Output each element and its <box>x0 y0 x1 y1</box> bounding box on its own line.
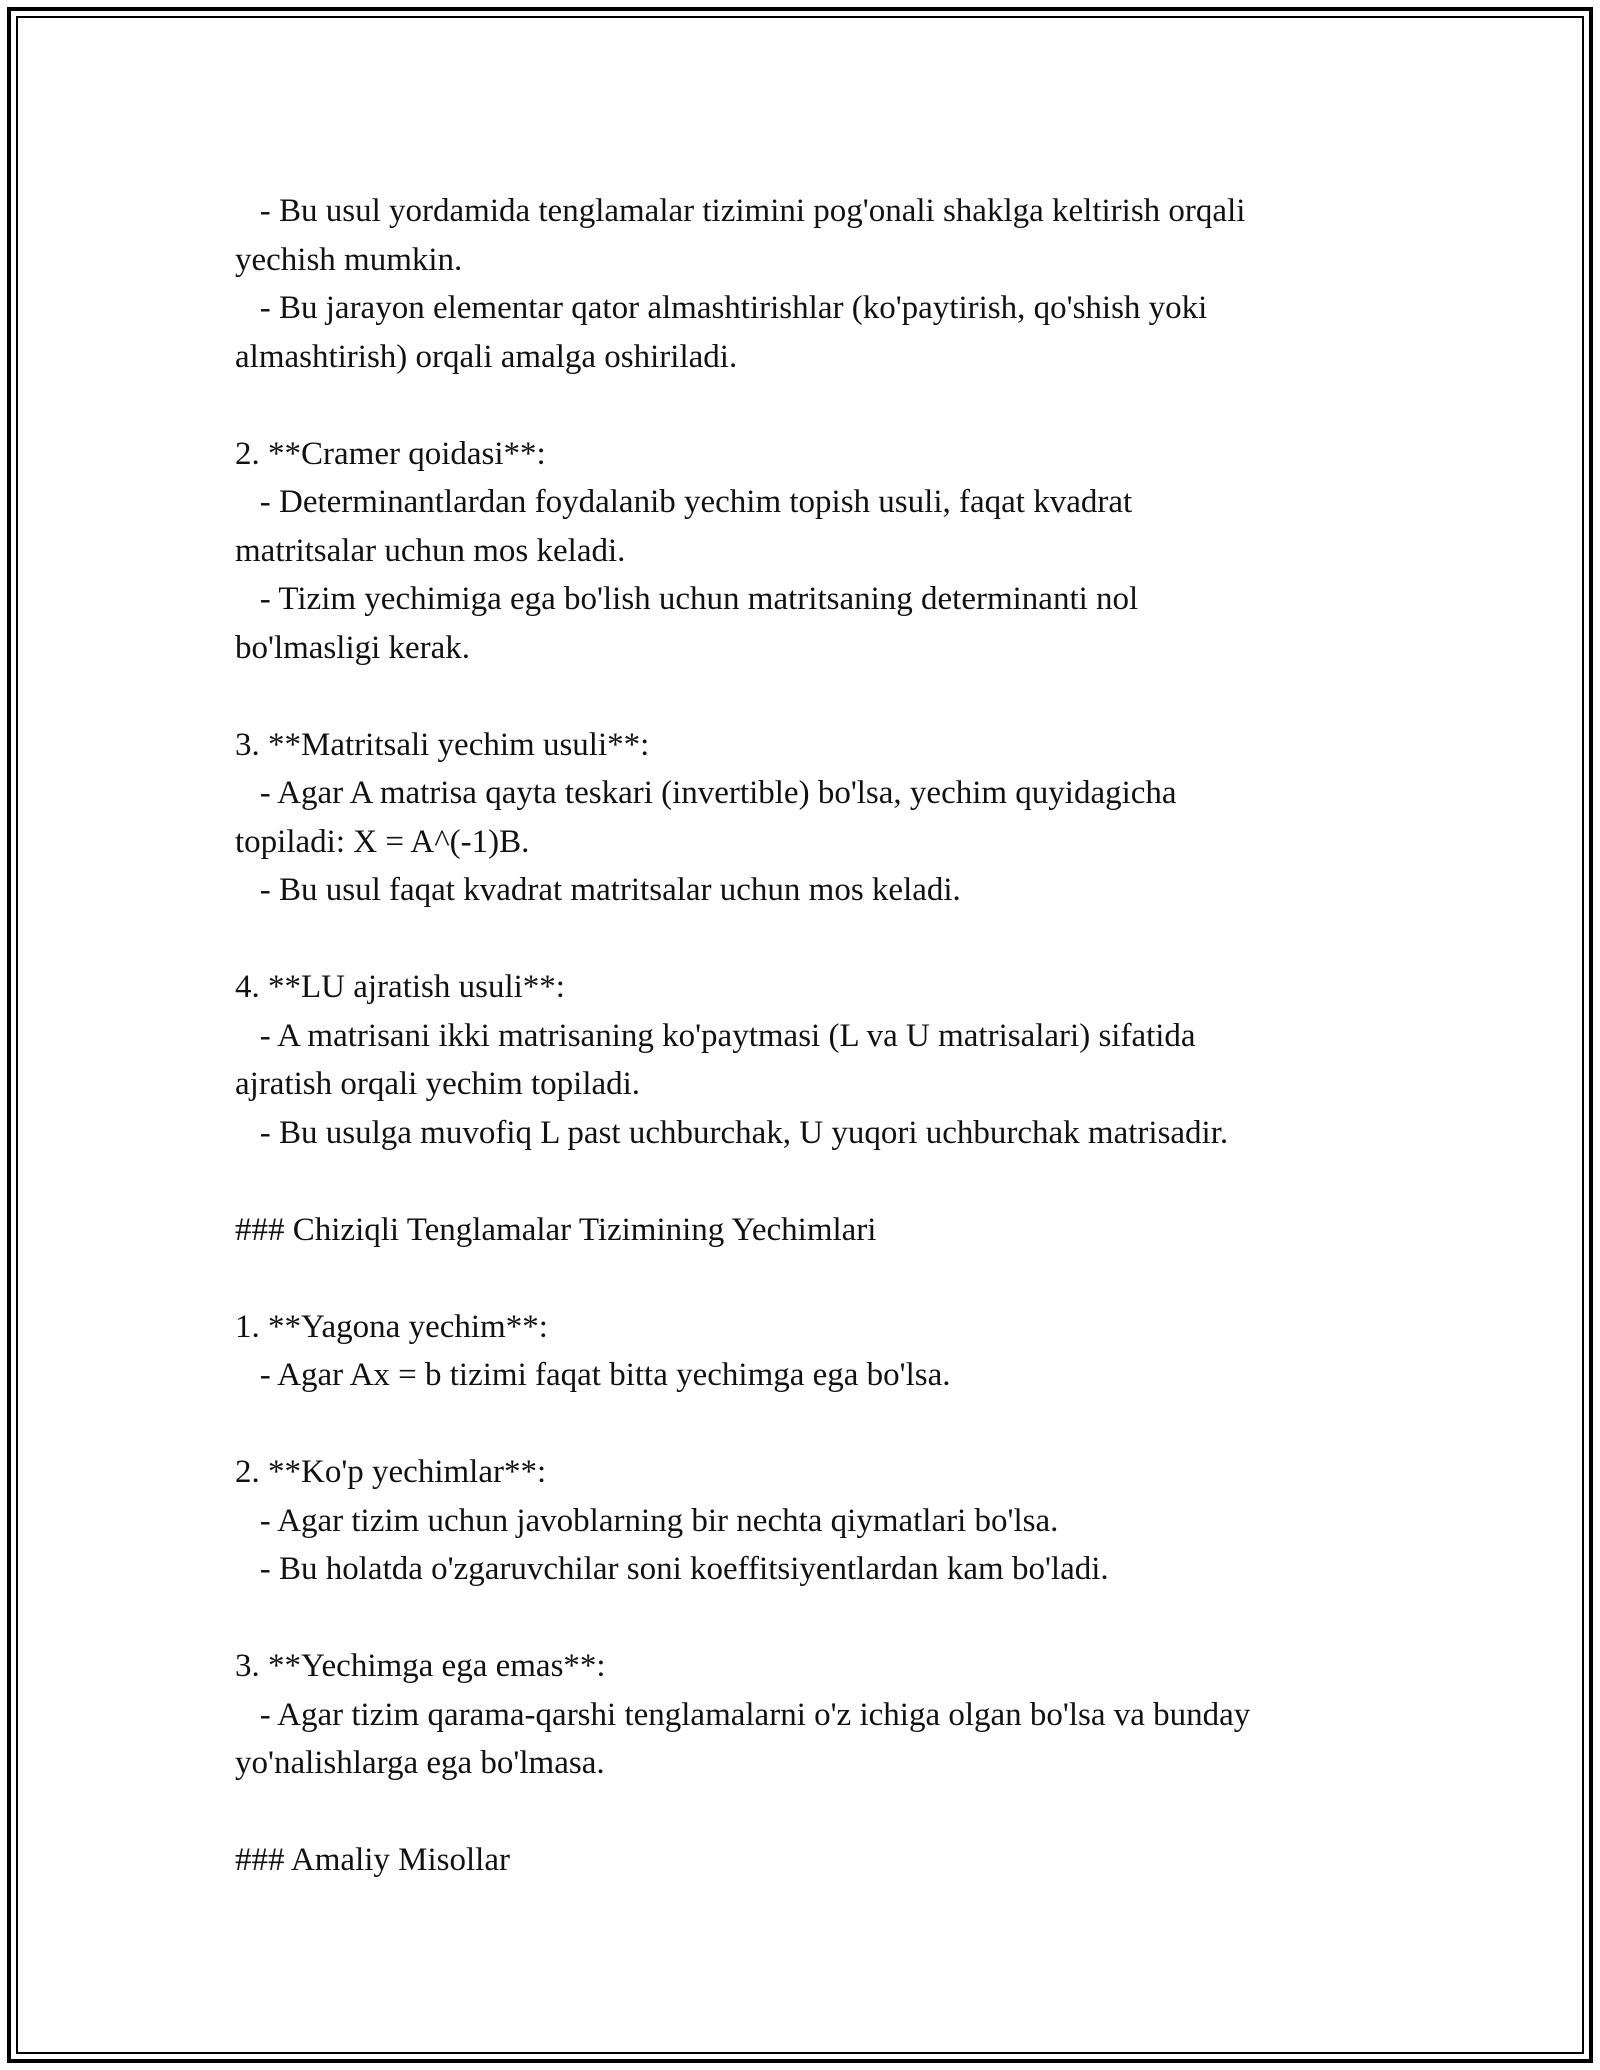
list-heading: 2. **Cramer qoidasi**: <box>235 435 546 472</box>
section-heading: ### Chiziqli Tenglamalar Tizimining Yechimlari <box>235 1211 877 1248</box>
blank-line <box>235 1254 1375 1303</box>
text-line: matritsalar uchun mos keladi. <box>235 532 626 569</box>
text-line: - Agar tizim qarama-qarshi tenglamalarni o'z ichiga olgan bo'lsa va bunday <box>235 1696 1251 1733</box>
blank-line <box>235 1594 1375 1643</box>
text-line: - Determinantlardan foydalanib yechim topish usuli, faqat kvadrat <box>235 484 1133 520</box>
list-heading: 4. **LU ajratish usuli**: <box>235 969 565 1005</box>
blank-line <box>235 1788 1375 1837</box>
text-line: yechish mumkin. <box>235 241 463 278</box>
list-heading: 3. **Matritsali yechim usuli**: <box>235 726 650 763</box>
text-line: - Tizim yechimiga ega bo'lish uchun matritsaning determinanti nol <box>235 581 1139 617</box>
document-body <box>235 187 1375 1885</box>
text-line: - Bu holatda o'zgaruvchilar soni koeffitsiyentlardan kam bo'ladi. <box>235 1551 1109 1587</box>
text-line: - Agar Ax = b tizimi faqat bitta yechimga ega bo'lsa. <box>235 1357 951 1393</box>
blank-line <box>235 1400 1375 1449</box>
text-line: bo'lmasligi kerak. <box>235 629 471 666</box>
text-line: - Agar tizim uchun javoblarning bir nechta qiymatlari bo'lsa. <box>235 1502 1059 1539</box>
blank-line <box>235 672 1375 721</box>
text-line: ajratish orqali yechim topiladi. <box>235 1066 641 1102</box>
text-line: - Bu usulga muvofiq L past uchburchak, U yuqori uchburchak matrisadir. <box>235 1114 1229 1151</box>
text-line: topiladi: X = A^(-1)B. <box>235 823 530 860</box>
text-line: yo'nalishlarga ega bo'lmasa. <box>235 1745 605 1781</box>
text-line: - Bu usul faqat kvadrat matritsalar uchun mos keladi. <box>235 872 961 908</box>
text-line: - Bu usul yordamida tenglamalar tizimini pog'onali shaklga keltirish orqali <box>235 193 1246 229</box>
blank-line <box>235 915 1375 964</box>
blank-line <box>235 1157 1375 1206</box>
list-heading: 1. **Yagona yechim**: <box>235 1308 548 1345</box>
text-line: - Agar A matrisa qayta teskari (invertible) bo'lsa, yechim quyidagicha <box>235 775 1177 811</box>
list-heading: 2. **Ko'p yechimlar**: <box>235 1454 547 1490</box>
blank-line <box>235 381 1375 430</box>
section-heading: ### Amaliy Misollar <box>235 1842 510 1878</box>
text-line: - A matrisani ikki matrisaning ko'paytmasi (L va U matrisalari) sifatida <box>235 1017 1196 1054</box>
text-line: - Bu jarayon elementar qator almashtirishlar (ko'paytirish, qo'shish yoki <box>235 290 1208 326</box>
list-heading: 3. **Yechimga ega emas**: <box>235 1648 606 1684</box>
text-line: almashtirish) orqali amalga oshiriladi. <box>235 338 738 375</box>
